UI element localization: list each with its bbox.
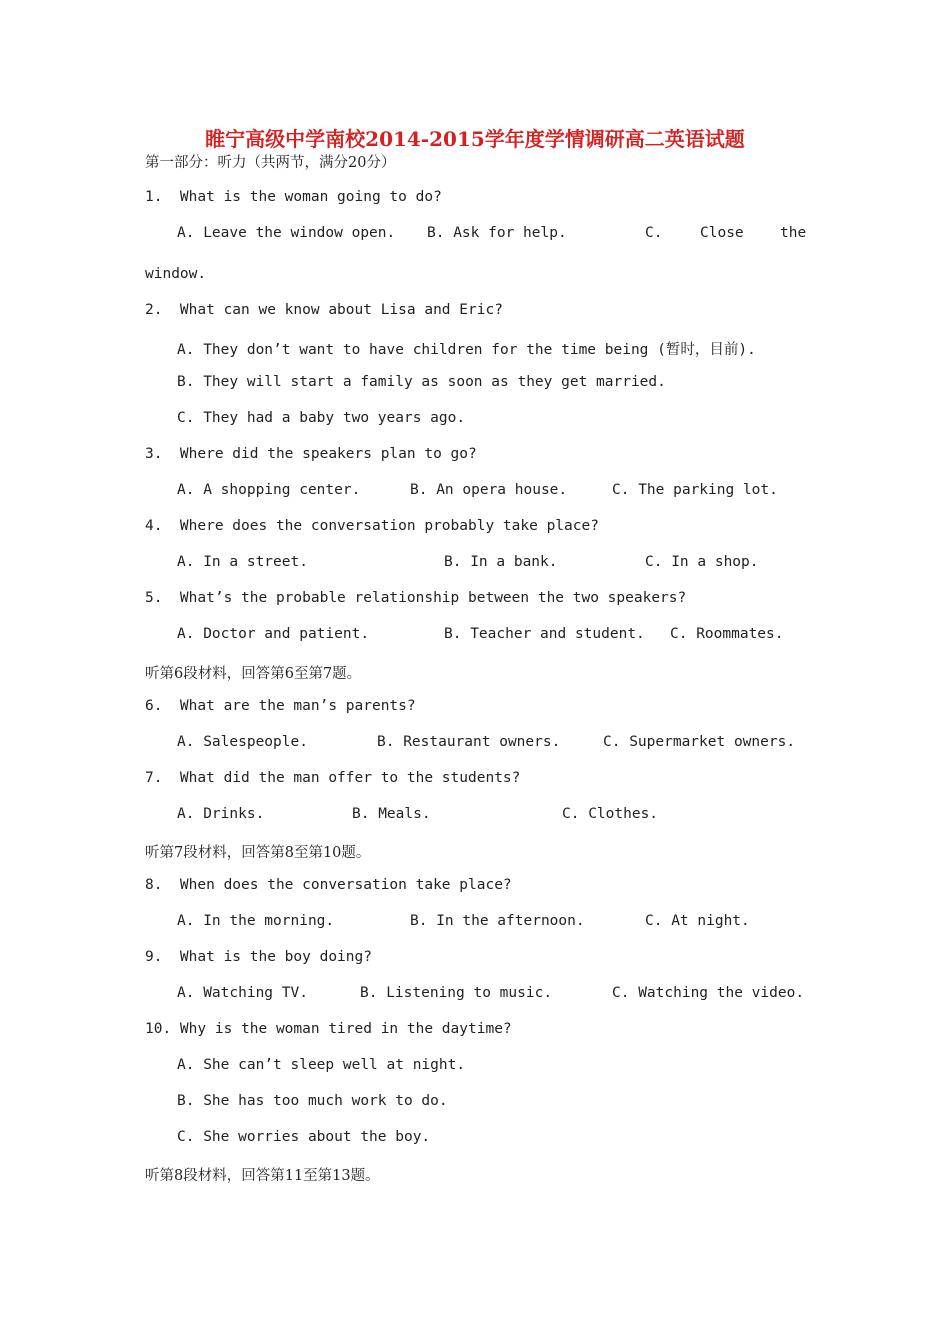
q9-option-a: A. Watching TV. bbox=[177, 985, 308, 1001]
q7-option-c: C. Clothes. bbox=[562, 806, 659, 822]
exam-title: 睢宁高级中学南校2014-2015学年度学情调研高二英语试题 bbox=[205, 127, 745, 151]
question-3: 3. Where did the speakers plan to go? bbox=[145, 446, 477, 462]
section-heading: 第一部分：听力（共两节，满分20分） bbox=[145, 155, 396, 171]
q3-option-c: C. The parking lot. bbox=[612, 482, 778, 498]
question-1: 1. What is the woman going to do? bbox=[145, 189, 442, 205]
q1-option-b: B. Ask for help. bbox=[427, 225, 567, 241]
q6-option-b: B. Restaurant owners. bbox=[377, 734, 561, 750]
q2-option-b: B. They will start a family as soon as they get married. bbox=[177, 374, 666, 390]
q6-option-c: C. Supermarket owners. bbox=[603, 734, 796, 750]
question-8: 8. When does the conversation take place? bbox=[145, 877, 512, 893]
question-4: 4. Where does the conversation probably take place? bbox=[145, 518, 599, 534]
question-10: 10. Why is the woman tired in the daytime? bbox=[145, 1021, 512, 1037]
q8-option-a: A. In the morning. bbox=[177, 913, 335, 929]
section-note-8: 听第8段材料，回答第11至第13题。 bbox=[145, 1168, 380, 1184]
q4-option-a: A. In a street. bbox=[177, 554, 308, 570]
q9-option-c: C. Watching the video. bbox=[612, 985, 805, 1001]
q4-option-c: C. In a shop. bbox=[645, 554, 759, 570]
q7-option-a: A. Drinks. bbox=[177, 806, 265, 822]
question-9: 9. What is the boy doing? bbox=[145, 949, 372, 965]
q1-option-c-letter: C. bbox=[645, 225, 663, 241]
q3-option-b: B. An opera house. bbox=[410, 482, 568, 498]
q1-option-a: A. Leave the window open. bbox=[177, 225, 396, 241]
q5-option-c: C. Roommates. bbox=[670, 626, 784, 642]
question-7: 7. What did the man offer to the students? bbox=[145, 770, 521, 786]
q2-option-c: C. They had a baby two years ago. bbox=[177, 410, 466, 426]
q4-option-b: B. In a bank. bbox=[444, 554, 558, 570]
q5-option-a: A. Doctor and patient. bbox=[177, 626, 370, 642]
q8-option-b: B. In the afternoon. bbox=[410, 913, 585, 929]
q10-option-c: C. She worries about the boy. bbox=[177, 1129, 431, 1145]
question-2: 2. What can we know about Lisa and Eric? bbox=[145, 302, 503, 318]
q10-option-a: A. She can’t sleep well at night. bbox=[177, 1057, 466, 1073]
q3-option-a: A. A shopping center. bbox=[177, 482, 361, 498]
q9-option-b: B. Listening to music. bbox=[360, 985, 553, 1001]
q5-option-b: B. Teacher and student. bbox=[444, 626, 645, 642]
question-5: 5. What’s the probable relationship between the two speakers? bbox=[145, 590, 687, 606]
q1-option-c-word2: the bbox=[780, 225, 807, 241]
q6-option-a: A. Salespeople. bbox=[177, 734, 308, 750]
q2-option-a: A. They don’t want to have children for the time being (暂时，目前). bbox=[177, 342, 756, 358]
q1-option-c-word1: Close bbox=[700, 225, 744, 241]
section-note-7: 听第7段材料，回答第8至第10题。 bbox=[145, 845, 371, 861]
section-note-6: 听第6段材料，回答第6至第7题。 bbox=[145, 666, 362, 682]
q1-option-c-word3: window. bbox=[145, 266, 207, 282]
q10-option-b: B. She has too much work to do. bbox=[177, 1093, 448, 1109]
q8-option-c: C. At night. bbox=[645, 913, 750, 929]
q7-option-b: B. Meals. bbox=[352, 806, 431, 822]
question-6: 6. What are the man’s parents? bbox=[145, 698, 416, 714]
